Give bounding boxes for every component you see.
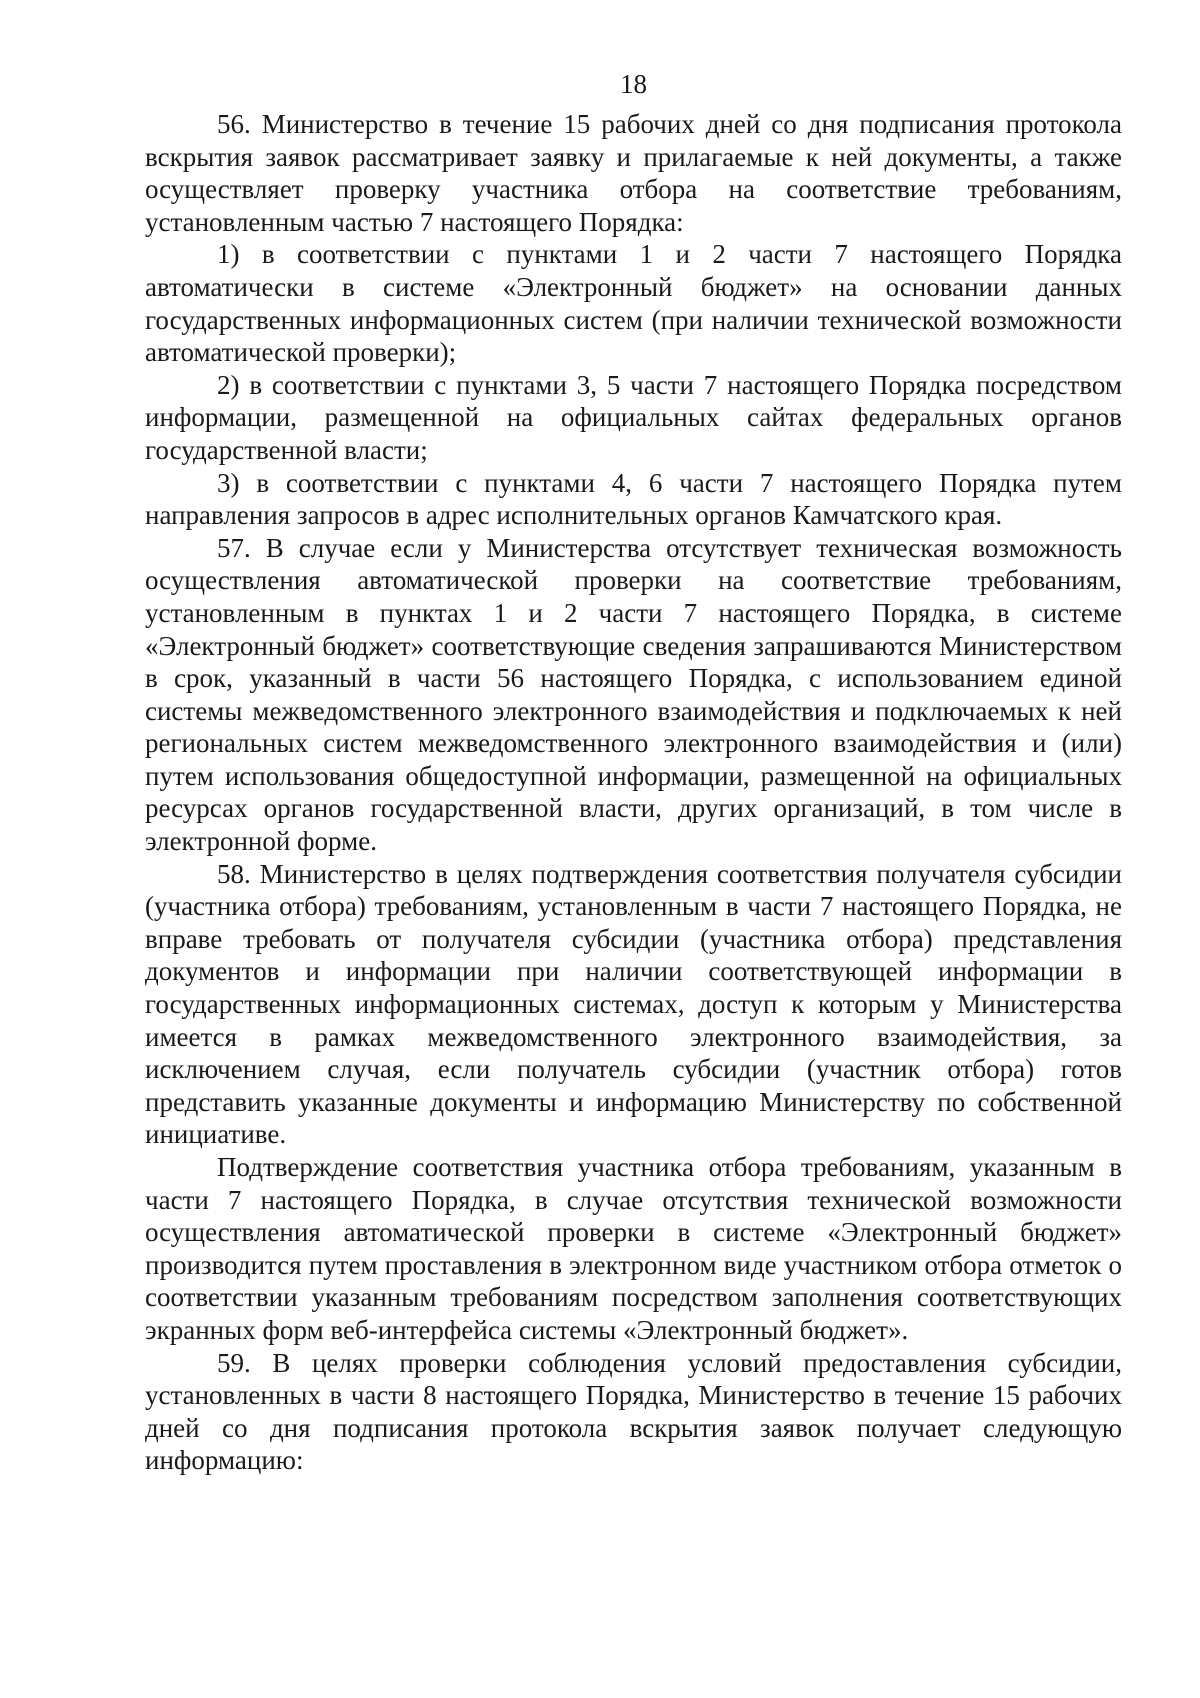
paragraph-56-item-3: 3) в соответствии с пунктами 4, 6 части 7 настоящего Порядка путем направления запросов в адрес исполнительных органов Камчатского края. — [145, 467, 1122, 531]
paragraph-58-continuation: Подтверждение соответствия участника отбора требованиям, указанным в части 7 настоящего Порядка, в случае отсутствия технической возможности осуществления автоматической проверки в системе «Электронный бюджет» производится путем проставления в электронном виде участником отбора отметок о соответствии указанным требованиям посредством заполнения соответствующих экранных форм веб-интерфейса системы «Электронный бюджет». — [145, 1152, 1122, 1345]
paragraph-56-item-2: 2) в соответствии с пунктами 3, 5 части 7 настоящего Порядка посредством информации, размещенной на официальных сайтах федеральных органов государственной власти; — [145, 369, 1122, 465]
paragraph-59: 59. В целях проверки соблюдения условий предоставления субсидии, установленных в части 8 настоящего Порядка, Министерство в течение 15 рабочих дней со дня подписания протокола вскрытия заявок получает следующую информацию: — [145, 1347, 1122, 1476]
paragraph-56-item-1: 1) в соответствии с пунктами 1 и 2 части 7 настоящего Порядка автоматически в системе «Электронный бюджет» на основании данных государственных информационных систем (при наличии технической возможности автоматической проверки); — [145, 239, 1122, 368]
paragraph-57: 57. В случае если у Министерства отсутствует техническая возможность осуществления автоматической проверки на соответствие требованиям, установленным в пунктах 1 и 2 части 7 настоящего Порядка, в системе «Электронный бюджет» соответствующие сведения запрашиваются Министерством в срок, указанный в части 56 настоящего Порядка, с использованием единой системы межведомственного электронного взаимодействия и подключаемых к ней региональных систем межведомственного электронного взаимодействия и (или) путем использования общедоступной информации, размещенной на официальных ресурсах органов государственной власти, других организаций, в том числе в электронной форме. — [145, 532, 1122, 857]
paragraph-58: 58. Министерство в целях подтверждения соответствия получателя субсидии (участника отбора) требованиям, установленным в части 7 настоящего Порядка, не вправе требовать от получателя субсидии (участника отбора) представления документов и информации при наличии соответствующей информации в государственных информационных системах, доступ к которым у Министерства имеется в рамках межведомственного электронного взаимодействия, за исключением случая, если получатель субсидии (участник отбора) готов представить указанные документы и информацию Министерству по собственной инициативе. — [145, 858, 1122, 1150]
paragraph-56: 56. Министерство в течение 15 рабочих дней со дня подписания протокола вскрытия заявок рассматривает заявку и прилагаемые к ней документы, а также осуществляет проверку участника отбора на соответствие требованиям, установленным частью 7 настоящего Порядка: — [145, 109, 1122, 237]
document-page — [145, 68, 1122, 1477]
page-number: 18 — [620, 69, 647, 99]
